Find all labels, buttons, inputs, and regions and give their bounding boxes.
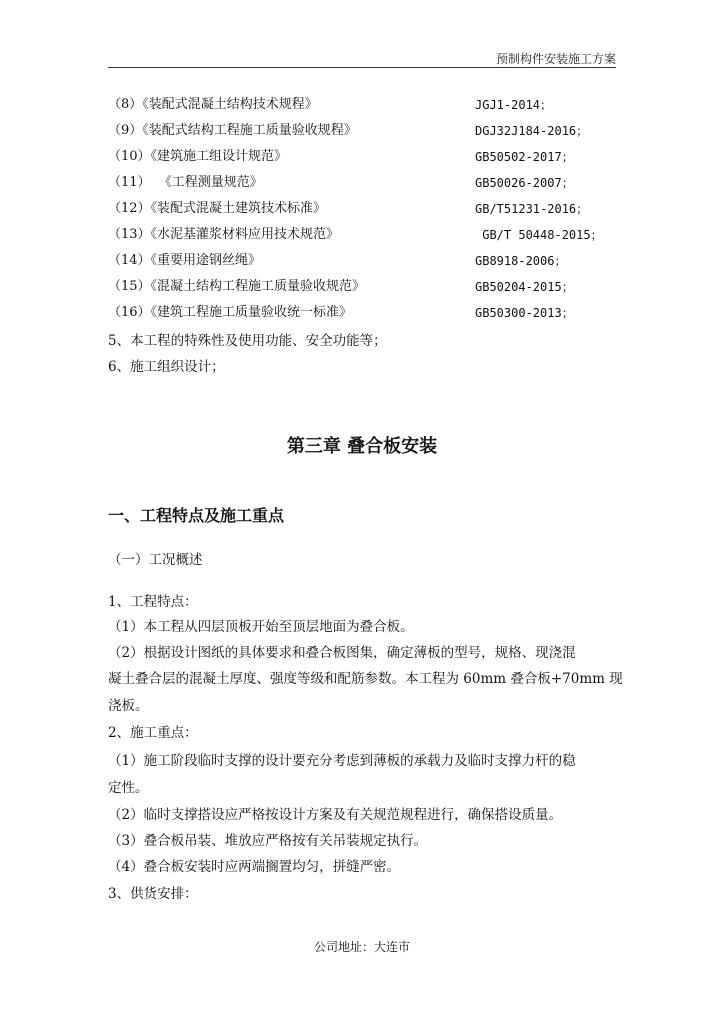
paragraph: 凝土叠合层的混凝土厚度、强度等级和配筋参数。本工程为 60mm 叠合板+70mm 现 — [108, 671, 623, 687]
list-item: 6、施工组织设计； — [108, 359, 225, 375]
standard-name: （14）《重要用途钢丝绳》 — [108, 253, 262, 268]
standard-row — [108, 121, 628, 141]
standard-code: GB50300-2013； — [475, 306, 574, 320]
standard-code: DGJ32J184-2016； — [475, 124, 589, 138]
page-footer: 公司地址：大连市 — [313, 940, 410, 954]
standard-row — [108, 225, 628, 245]
paragraph: 2、施工重点： — [108, 725, 198, 741]
standard-name: （11） 《工程测量规范》 — [108, 175, 263, 190]
paragraph: （2）临时支撑搭设应严格按设计方案及有关规范规程进行，确保搭设质量。 — [108, 807, 563, 823]
paragraph: （1）施工阶段临时支撑的设计要充分考虑到薄板的承载力及临时支撑力杆的稳 — [108, 753, 576, 769]
section-heading: 一、工程特点及施工重点 — [108, 506, 285, 525]
paragraph: （1）本工程从四层顶板开始至顶层地面为叠合板。 — [108, 619, 414, 635]
standard-name: （16）《建筑工程施工质量验收统一标准》 — [108, 305, 353, 320]
header-title: 预制构件安装施工方案 — [495, 52, 616, 66]
standard-code: GB50204-2015； — [475, 280, 574, 294]
paragraph: （4）叠合板安装时应两端搁置均匀，拼缝严密。 — [108, 859, 401, 875]
standard-name: （13）《水泥基灌浆材料应用技术规范》 — [108, 227, 340, 242]
paragraph: （2）根据设计图纸的具体要求和叠合板图集，确定薄板的型号，规格、现浇混 — [108, 645, 576, 661]
standard-code: JGJ1-2014； — [475, 98, 553, 112]
paragraph: 3、供货安排： — [108, 886, 198, 902]
standard-name: （15）《混凝土结构工程施工质量验收规范》 — [108, 279, 366, 294]
standard-code: GB8918-2006； — [475, 254, 567, 268]
list-item: 5、本工程的特殊性及使用功能、安全功能等； — [108, 333, 387, 349]
standard-row — [108, 303, 628, 323]
standard-code: GB50026-2007； — [475, 176, 574, 190]
standard-name: （8）《装配式混凝土结构技术规程》 — [108, 97, 318, 112]
paragraph: 浇板。 — [108, 698, 149, 714]
subsection-heading: （一）工况概述 — [108, 552, 203, 568]
standard-row — [108, 95, 628, 115]
standard-name: （10）《建筑施工组设计规范》 — [108, 149, 288, 164]
paragraph: 1、工程特点： — [108, 594, 198, 610]
standard-row — [108, 199, 628, 219]
standard-name: （9）《装配式结构工程施工质量验收规程》 — [108, 123, 357, 138]
paragraph: 定性。 — [108, 780, 149, 796]
standard-code: GB/T51231-2016； — [475, 202, 589, 216]
standard-row — [108, 173, 628, 193]
standard-name: （12）《装配式混凝土建筑技术标准》 — [108, 201, 327, 216]
standard-row — [108, 147, 628, 167]
standard-row — [108, 251, 628, 271]
paragraph: （3）叠合板吊装、堆放应严格按有关吊装规定执行。 — [108, 833, 428, 849]
header-divider — [108, 67, 616, 68]
standard-code: GB/T 50448-2015； — [475, 228, 603, 242]
chapter-title: 第三章 叠合板安装 — [286, 436, 438, 457]
standard-code: GB50502-2017； — [475, 150, 574, 164]
standard-row — [108, 277, 628, 297]
